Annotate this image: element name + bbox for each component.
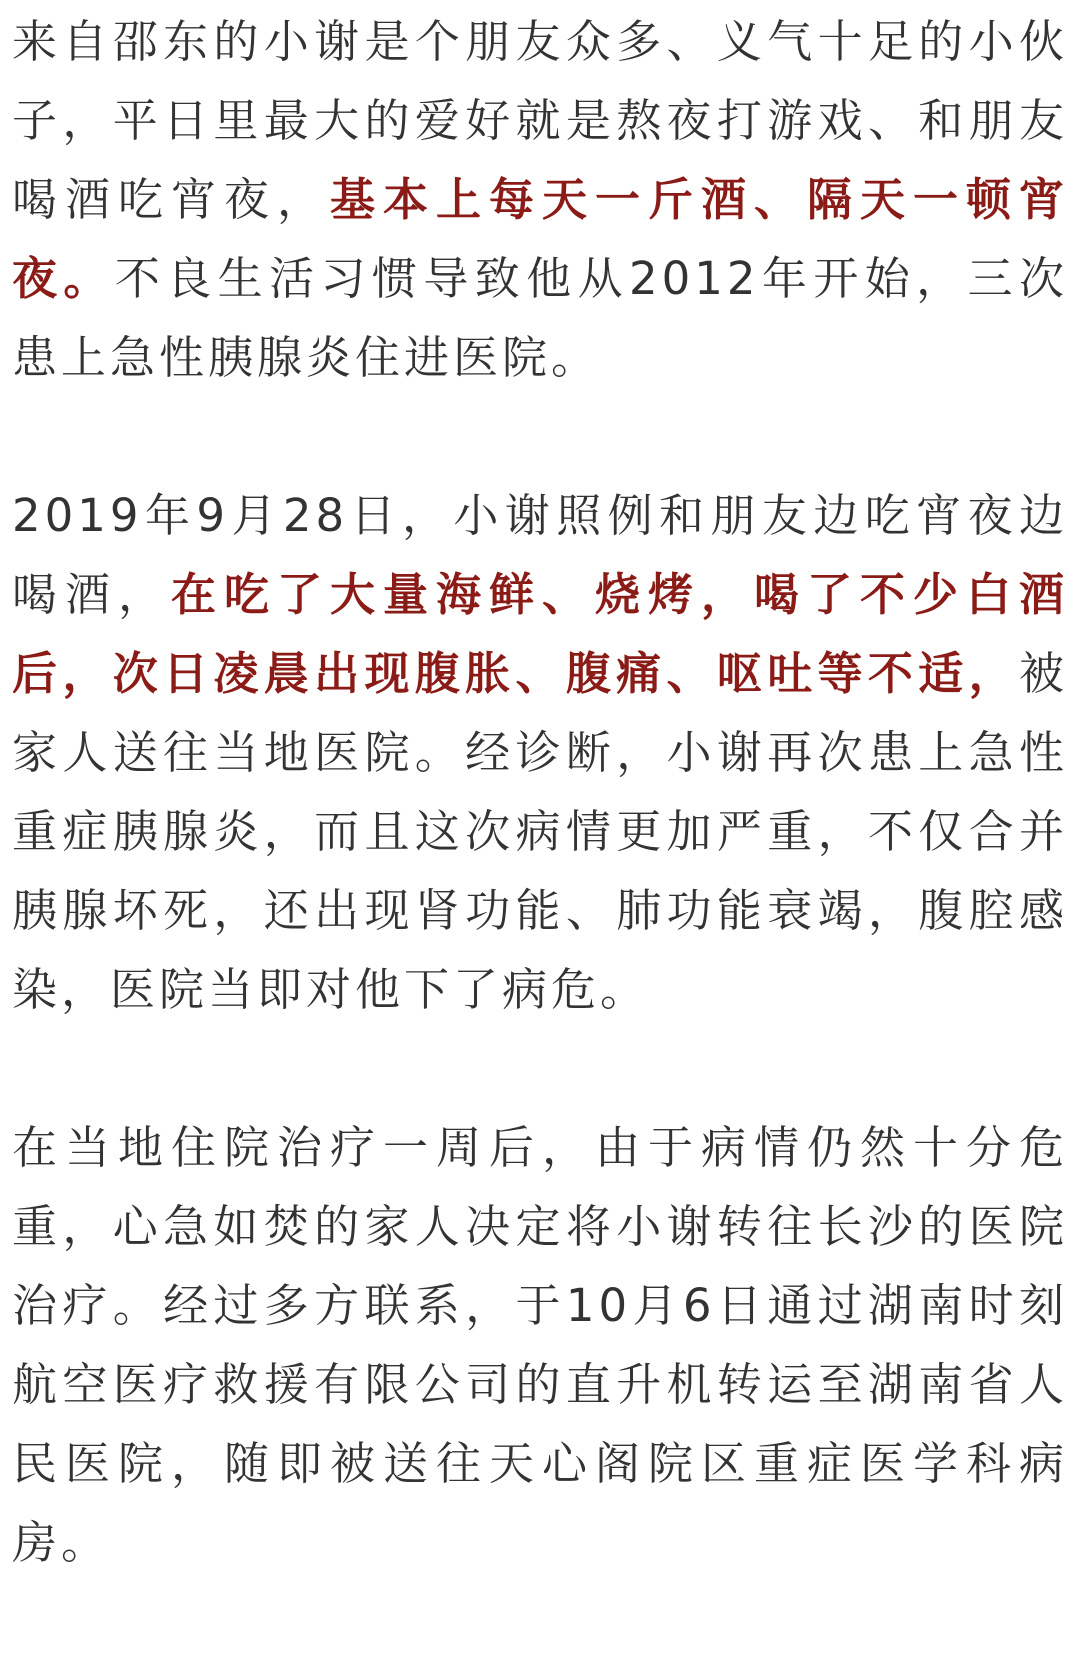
paragraph-3 <box>12 1108 1068 1582</box>
paragraph-text: 被家人送往当地医院。经诊断，小谢再次患上急性重症胰腺炎，而且这次病情更加严重，不仅合并胰腺坏死，还出现肾功能、肺功能衰竭，腹腔感染，医院当即对他下了病危。 <box>12 647 1068 1016</box>
highlighted-text: 在吃了大量海鲜、烧烤，喝了不少白酒后，次日凌晨出现腹胀、腹痛、呕吐等不适， <box>12 568 1068 700</box>
paragraph-text: 2019年9月28日，小谢照例和朋友边吃宵夜边喝酒， <box>12 489 1068 621</box>
paragraph-2 <box>12 476 1068 1029</box>
paragraph-text: 来自邵东的小谢是个朋友众多、义气十足的小伙子，平日里最大的爱好就是熬夜打游戏、和朋友喝酒吃宵夜， <box>12 15 1068 226</box>
paragraph-text: 不良生活习惯导致他从2012年开始，三次患上急性胰腺炎住进医院。 <box>12 252 1068 384</box>
article-body <box>12 0 1068 1661</box>
paragraph-1 <box>12 2 1068 397</box>
highlighted-text: 基本上每天一斤酒、隔天一顿宵夜。 <box>12 173 1068 305</box>
paragraph-text: 在当地住院治疗一周后，由于病情仍然十分危重，心急如焚的家人决定将小谢转往长沙的医院治疗。经过多方联系，于10月6日通过湖南时刻航空医疗救援有限公司的直升机转运至湖南省人民医院，随即被送往天心阁院区重症医学科病房。 <box>12 1121 1068 1569</box>
